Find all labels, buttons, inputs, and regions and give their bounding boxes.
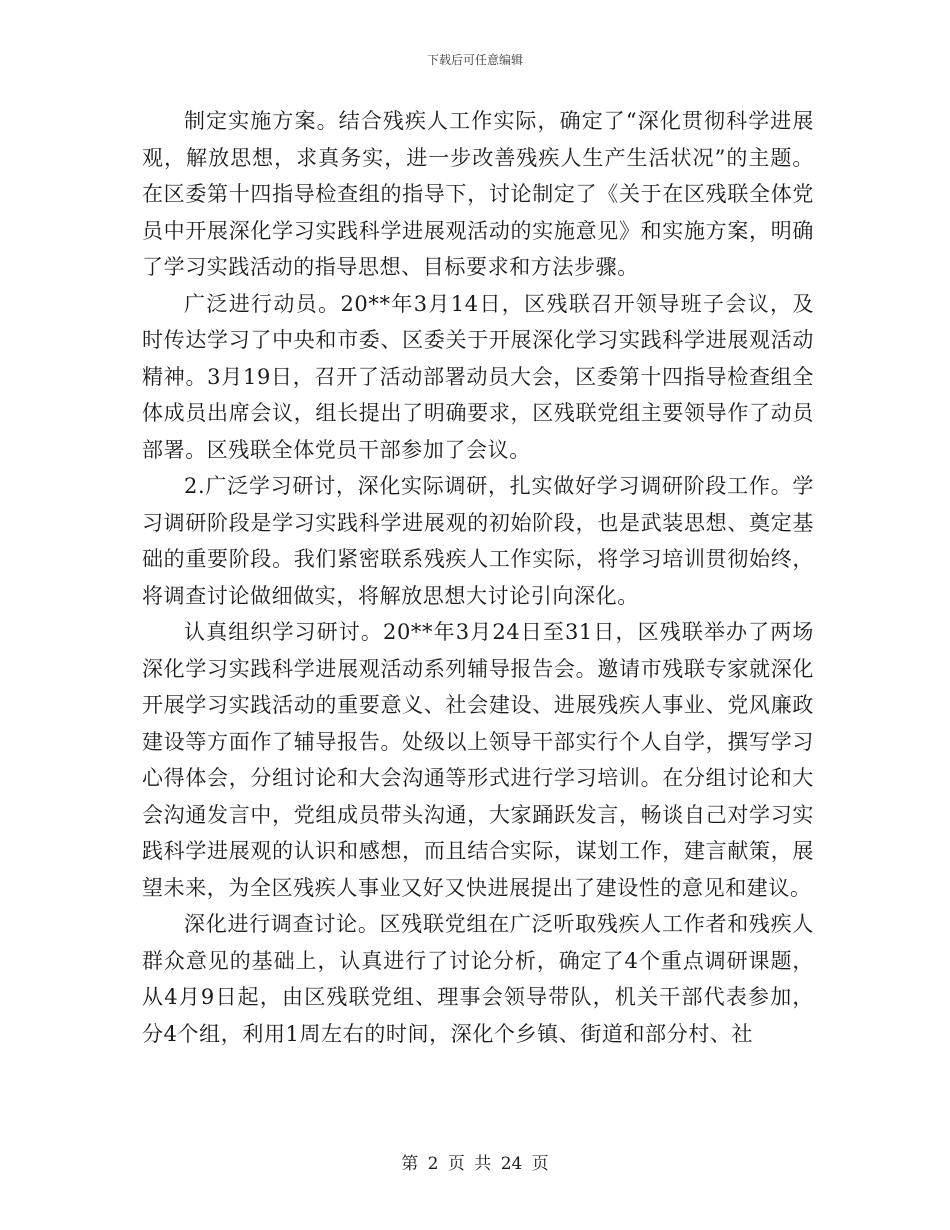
paragraph-organize-study: 认真组织学习研讨。20**年3月24日至31日，区残联举办了两场深化学习实践科学进展观活动系列辅导报告会。邀请市残联专家就深化开展学习实践活动的重要意义、社会建设、进展残疾人事业、党风廉政建设等方面作了辅导报告。处级以上领导干部实行个人自学，撰写学习心得体会，分组讨论和大会沟通等形式进行学习培训。在分组讨论和大会沟通发言中，党组成员带头沟通，大家踊跃发言，畅谈自己对学习实践科学进展观的认识和感想，而且结合实际，谋划工作，建言献策，展望未来，为全区残疾人事业又好又快进展提出了建设性的意见和建议。 (142, 620, 814, 900)
page-number: 第 2 页 共 24 页 (401, 1154, 549, 1174)
paragraph-implementation-plan: 制定实施方案。结合残疾人工作实际，确定了“深化贯彻科学进展观，解放思想，求真务实，进一步改善残疾人生产生活状况”的主题。在区委第十四指导检查组的指导下，讨论制定了《关于在区残联全体党员中开展深化学习实践科学进展观活动的实施意见》和实施方案，明确了学习实践活动的指导思想、目标要求和方法步骤。 (142, 109, 814, 279)
paragraph-study-research: 2.广泛学习研讨，深化实际调研，扎实做好学习调研阶段工作。学习调研阶段是学习实践科学进展观的初始阶段，也是武装思想、奠定基础的重要阶段。我们紧密联系残疾人工作实际，将学习培训贯彻始终，将调查讨论做细做实，将解放思想大讨论引向深化。 (142, 474, 814, 608)
document-body (142, 103, 814, 1052)
paragraph-mobilization: 广泛进行动员。20**年3月14日，区残联召开领导班子会议，及时传达学习了中央和市委、区委关于开展深化学习实践科学进展观活动精神。3月19日，召开了活动部署动员大会，区委第十四指导检查组全体成员出席会议，组长提出了明确要求，区残联党组主要领导作了动员部署。区残联全体党员干部参加了会议。 (142, 291, 814, 462)
paragraph-investigation: 深化进行调查讨论。区残联党组在广泛听取残疾人工作者和残疾人群众意见的基础上，认真进行了讨论分析，确定了4个重点调研课题，从4月9日起，由区残联党组、理事会领导带队，机关干部代表参加，分4个组，利用1周左右的时间，深化个乡镇、街道和部分村、社 (142, 912, 814, 1046)
page-header-note: 下载后可任意编辑 (426, 53, 523, 67)
